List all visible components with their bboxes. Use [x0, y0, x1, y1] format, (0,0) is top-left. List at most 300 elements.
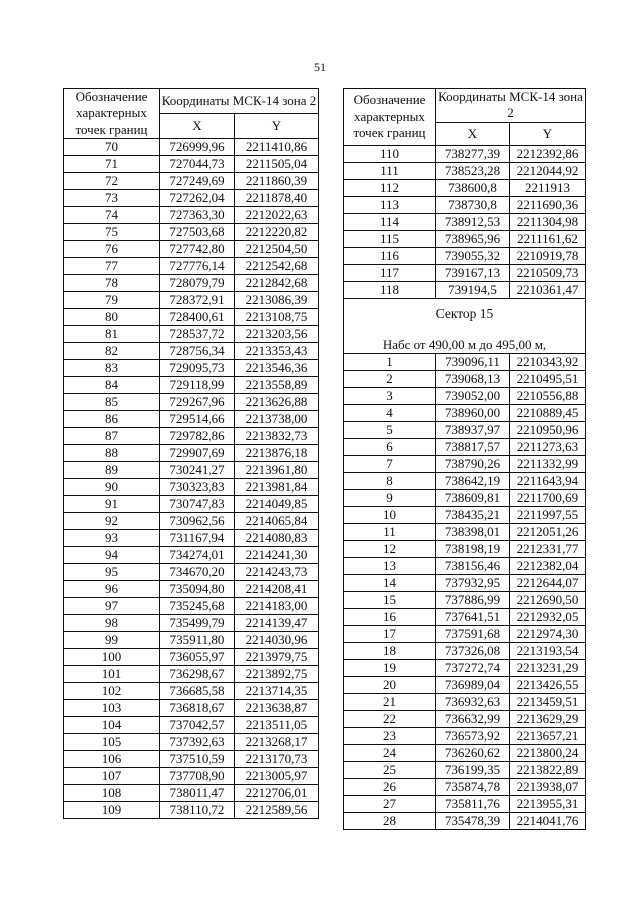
sector-heading — [344, 298, 586, 353]
x-coordinate: 727044,73 — [160, 155, 235, 172]
point-number: 13 — [344, 557, 436, 574]
point-number: 107 — [64, 767, 160, 784]
y-coordinate: 2211997,55 — [510, 506, 586, 523]
y-coordinate: 2211505,04 — [235, 155, 319, 172]
table-row — [344, 778, 586, 795]
x-coordinate: 737591,68 — [436, 625, 510, 642]
table-row — [64, 699, 319, 716]
y-column-header: Y — [235, 113, 319, 138]
point-number: 90 — [64, 478, 160, 495]
point-number: 10 — [344, 506, 436, 523]
table-row — [64, 240, 319, 257]
table-row — [344, 353, 586, 370]
table-row — [64, 172, 319, 189]
table-row — [64, 529, 319, 546]
y-coordinate: 2212644,07 — [510, 574, 586, 591]
x-coordinate: 738435,21 — [436, 506, 510, 523]
table-row — [344, 421, 586, 438]
y-coordinate: 2210495,51 — [510, 370, 586, 387]
table-row — [64, 563, 319, 580]
x-coordinate: 736818,67 — [160, 699, 235, 716]
point-number: 93 — [64, 529, 160, 546]
y-coordinate: 2212051,26 — [510, 523, 586, 540]
table-row — [344, 693, 586, 710]
x-coordinate: 739055,32 — [436, 247, 510, 264]
point-number: 117 — [344, 264, 436, 281]
x-coordinate: 736298,67 — [160, 665, 235, 682]
point-number: 70 — [64, 138, 160, 155]
x-coordinate: 739096,11 — [436, 353, 510, 370]
x-coordinate: 734670,20 — [160, 563, 235, 580]
x-coordinate: 738817,57 — [436, 438, 510, 455]
table-row — [64, 648, 319, 665]
y-coordinate: 2213961,80 — [235, 461, 319, 478]
y-coordinate: 2213892,75 — [235, 665, 319, 682]
table-row — [64, 665, 319, 682]
point-number: 71 — [64, 155, 160, 172]
y-coordinate: 2212932,05 — [510, 608, 586, 625]
y-coordinate: 2213800,24 — [510, 744, 586, 761]
table-row — [64, 682, 319, 699]
table-row — [64, 733, 319, 750]
coordinates-header: Координаты МСК-14 зона 2 — [160, 89, 319, 114]
x-coordinate: 738609,81 — [436, 489, 510, 506]
y-coordinate: 2213546,36 — [235, 359, 319, 376]
x-coordinate: 735874,78 — [436, 778, 510, 795]
point-number: 1 — [344, 353, 436, 370]
point-number: 84 — [64, 376, 160, 393]
point-number: 105 — [64, 733, 160, 750]
point-number: 114 — [344, 213, 436, 230]
y-coordinate: 2213193,54 — [510, 642, 586, 659]
y-coordinate: 2211860,39 — [235, 172, 319, 189]
point-number: 80 — [64, 308, 160, 325]
y-coordinate: 2210950,96 — [510, 421, 586, 438]
table-row — [64, 189, 319, 206]
table-row — [344, 281, 586, 298]
point-number: 21 — [344, 693, 436, 710]
y-coordinate: 2211332,99 — [510, 455, 586, 472]
sector-title: Сектор 15 — [344, 298, 586, 329]
x-coordinate: 736989,04 — [436, 676, 510, 693]
point-number: 115 — [344, 230, 436, 247]
table-row — [64, 461, 319, 478]
x-coordinate: 736632,99 — [436, 710, 510, 727]
point-number: 27 — [344, 795, 436, 812]
point-number: 2 — [344, 370, 436, 387]
point-number: 92 — [64, 512, 160, 529]
point-number: 78 — [64, 274, 160, 291]
point-number: 24 — [344, 744, 436, 761]
x-coordinate: 730747,83 — [160, 495, 235, 512]
y-coordinate: 2210889,45 — [510, 404, 586, 421]
y-coordinate: 2214049,85 — [235, 495, 319, 512]
x-coordinate: 738156,46 — [436, 557, 510, 574]
x-coordinate: 730241,27 — [160, 461, 235, 478]
table-row — [344, 795, 586, 812]
y-coordinate: 2212382,04 — [510, 557, 586, 574]
point-number: 108 — [64, 784, 160, 801]
x-coordinate: 738198,19 — [436, 540, 510, 557]
x-coordinate: 734274,01 — [160, 546, 235, 563]
x-coordinate: 739194,5 — [436, 281, 510, 298]
point-number: 18 — [344, 642, 436, 659]
table-row — [344, 676, 586, 693]
table-row — [344, 727, 586, 744]
point-number: 15 — [344, 591, 436, 608]
point-number: 20 — [344, 676, 436, 693]
table-row — [344, 506, 586, 523]
x-coordinate: 736055,97 — [160, 648, 235, 665]
table-row — [344, 591, 586, 608]
point-number: 28 — [344, 812, 436, 829]
y-coordinate: 2213832,73 — [235, 427, 319, 444]
point-number: 6 — [344, 438, 436, 455]
y-coordinate: 2213629,29 — [510, 710, 586, 727]
table-row — [64, 784, 319, 801]
y-coordinate: 2213086,39 — [235, 291, 319, 308]
point-number: 91 — [64, 495, 160, 512]
x-coordinate: 736260,62 — [436, 744, 510, 761]
y-coordinate: 2213231,29 — [510, 659, 586, 676]
table-row — [64, 138, 319, 155]
y-coordinate: 2213170,73 — [235, 750, 319, 767]
table-row — [64, 767, 319, 784]
y-coordinate: 2212022,63 — [235, 206, 319, 223]
table-row — [64, 206, 319, 223]
x-coordinate: 737641,51 — [436, 608, 510, 625]
point-number: 5 — [344, 421, 436, 438]
table-row — [344, 761, 586, 778]
x-coordinate: 735094,80 — [160, 580, 235, 597]
table-row — [64, 359, 319, 376]
point-number: 113 — [344, 196, 436, 213]
table-row — [64, 155, 319, 172]
table-row — [64, 495, 319, 512]
y-coordinate: 2212504,50 — [235, 240, 319, 257]
y-coordinate: 2211878,40 — [235, 189, 319, 206]
table-row — [64, 546, 319, 563]
table-row — [64, 257, 319, 274]
table-row — [344, 230, 586, 247]
x-coordinate: 728079,79 — [160, 274, 235, 291]
y-coordinate: 2213108,75 — [235, 308, 319, 325]
y-coordinate: 2212690,50 — [510, 591, 586, 608]
point-designation-header: Обозначение характерных точек границ — [344, 89, 436, 146]
table-row — [344, 438, 586, 455]
point-number: 109 — [64, 801, 160, 818]
x-coordinate: 738110,72 — [160, 801, 235, 818]
point-number: 88 — [64, 444, 160, 461]
right-table-body-top — [344, 145, 586, 298]
x-coordinate: 738937,97 — [436, 421, 510, 438]
y-coordinate: 2213268,17 — [235, 733, 319, 750]
point-number: 14 — [344, 574, 436, 591]
x-coordinate: 737510,59 — [160, 750, 235, 767]
y-coordinate: 2211304,98 — [510, 213, 586, 230]
point-number: 76 — [64, 240, 160, 257]
y-coordinate: 2212842,68 — [235, 274, 319, 291]
table-row — [344, 744, 586, 761]
table-row — [64, 580, 319, 597]
y-coordinate: 2211700,69 — [510, 489, 586, 506]
x-coordinate: 738011,47 — [160, 784, 235, 801]
y-coordinate: 2214241,30 — [235, 546, 319, 563]
x-coordinate: 727363,30 — [160, 206, 235, 223]
x-coordinate: 729118,99 — [160, 376, 235, 393]
point-number: 16 — [344, 608, 436, 625]
x-coordinate: 737392,63 — [160, 733, 235, 750]
y-coordinate: 2211690,36 — [510, 196, 586, 213]
point-number: 77 — [64, 257, 160, 274]
right-table-body-bottom — [344, 353, 586, 829]
y-coordinate: 2210361,47 — [510, 281, 586, 298]
y-coordinate: 2210509,73 — [510, 264, 586, 281]
point-number: 106 — [64, 750, 160, 767]
y-coordinate: 2213979,75 — [235, 648, 319, 665]
point-number: 101 — [64, 665, 160, 682]
x-coordinate: 727742,80 — [160, 240, 235, 257]
point-number: 26 — [344, 778, 436, 795]
x-coordinate: 737886,99 — [436, 591, 510, 608]
y-coordinate: 2213981,84 — [235, 478, 319, 495]
y-coordinate: 2212331,77 — [510, 540, 586, 557]
table-row — [344, 557, 586, 574]
point-number: 81 — [64, 325, 160, 342]
table-row — [64, 223, 319, 240]
y-coordinate: 2211913 — [510, 179, 586, 196]
table-row — [64, 410, 319, 427]
x-coordinate: 738600,8 — [436, 179, 510, 196]
x-coordinate: 728537,72 — [160, 325, 235, 342]
y-coordinate: 2212220,82 — [235, 223, 319, 240]
y-coordinate: 2211410,86 — [235, 138, 319, 155]
table-row — [344, 642, 586, 659]
table-row — [64, 597, 319, 614]
table-row — [344, 387, 586, 404]
point-number: 83 — [64, 359, 160, 376]
point-number: 103 — [64, 699, 160, 716]
x-coordinate: 737272,74 — [436, 659, 510, 676]
y-coordinate: 2212589,56 — [235, 801, 319, 818]
y-coordinate: 2210343,92 — [510, 353, 586, 370]
y-coordinate: 2213005,97 — [235, 767, 319, 784]
table-row — [344, 625, 586, 642]
y-coordinate: 2214041,76 — [510, 812, 586, 829]
x-coordinate: 738642,19 — [436, 472, 510, 489]
point-number: 12 — [344, 540, 436, 557]
y-coordinate: 2214139,47 — [235, 614, 319, 631]
table-row — [64, 376, 319, 393]
x-coordinate: 739052,00 — [436, 387, 510, 404]
point-number: 116 — [344, 247, 436, 264]
y-coordinate: 2213657,21 — [510, 727, 586, 744]
y-coordinate: 2214183,00 — [235, 597, 319, 614]
table-row — [64, 801, 319, 818]
point-number: 75 — [64, 223, 160, 240]
y-coordinate: 2210919,78 — [510, 247, 586, 264]
table-row — [64, 291, 319, 308]
x-coordinate: 738912,53 — [436, 213, 510, 230]
point-number: 102 — [64, 682, 160, 699]
x-coordinate: 735245,68 — [160, 597, 235, 614]
table-row — [344, 710, 586, 727]
table-row — [64, 512, 319, 529]
table-row — [64, 427, 319, 444]
y-coordinate: 2213459,51 — [510, 693, 586, 710]
x-coordinate: 727776,14 — [160, 257, 235, 274]
x-coordinate: 729907,69 — [160, 444, 235, 461]
y-column-header: Y — [510, 122, 586, 145]
coordinates-table-left — [63, 88, 319, 819]
point-number: 94 — [64, 546, 160, 563]
y-coordinate: 2214208,41 — [235, 580, 319, 597]
x-coordinate: 738523,28 — [436, 162, 510, 179]
coordinates-table-right — [343, 88, 586, 830]
x-coordinate: 738277,39 — [436, 145, 510, 162]
y-coordinate: 2213203,56 — [235, 325, 319, 342]
y-coordinate: 2214080,83 — [235, 529, 319, 546]
point-number: 72 — [64, 172, 160, 189]
x-coordinate: 729782,86 — [160, 427, 235, 444]
table-row — [344, 489, 586, 506]
table-row — [344, 812, 586, 829]
x-coordinate: 731167,94 — [160, 529, 235, 546]
x-coordinate: 729514,66 — [160, 410, 235, 427]
x-coordinate: 737326,08 — [436, 642, 510, 659]
x-coordinate: 729095,73 — [160, 359, 235, 376]
x-coordinate: 727262,04 — [160, 189, 235, 206]
table-row — [64, 478, 319, 495]
table-row — [344, 162, 586, 179]
point-number: 82 — [64, 342, 160, 359]
x-column-header: X — [160, 113, 235, 138]
x-coordinate: 736685,58 — [160, 682, 235, 699]
table-row — [344, 145, 586, 162]
table-row — [64, 614, 319, 631]
point-number: 96 — [64, 580, 160, 597]
point-number: 97 — [64, 597, 160, 614]
point-number: 86 — [64, 410, 160, 427]
table-row — [64, 308, 319, 325]
y-coordinate: 2210556,88 — [510, 387, 586, 404]
y-coordinate: 2211643,94 — [510, 472, 586, 489]
point-number: 111 — [344, 162, 436, 179]
x-coordinate: 738790,26 — [436, 455, 510, 472]
point-number: 7 — [344, 455, 436, 472]
y-coordinate: 2213353,43 — [235, 342, 319, 359]
x-coordinate: 738398,01 — [436, 523, 510, 540]
y-coordinate: 2213626,88 — [235, 393, 319, 410]
table-row — [344, 247, 586, 264]
point-designation-header: Обозначение характерных точек границ — [64, 89, 160, 139]
table-row — [344, 213, 586, 230]
y-coordinate: 2213938,07 — [510, 778, 586, 795]
y-coordinate: 2213714,35 — [235, 682, 319, 699]
point-number: 4 — [344, 404, 436, 421]
table-row — [344, 608, 586, 625]
y-coordinate: 2211273,63 — [510, 438, 586, 455]
left-table-body — [64, 138, 319, 818]
y-coordinate: 2213511,05 — [235, 716, 319, 733]
table-row — [344, 404, 586, 421]
x-coordinate: 737042,57 — [160, 716, 235, 733]
x-coordinate: 727503,68 — [160, 223, 235, 240]
x-coordinate: 730962,56 — [160, 512, 235, 529]
x-column-header: X — [436, 122, 510, 145]
x-coordinate: 736932,63 — [436, 693, 510, 710]
x-coordinate: 738730,8 — [436, 196, 510, 213]
point-number: 73 — [64, 189, 160, 206]
x-coordinate: 728756,34 — [160, 342, 235, 359]
y-coordinate: 2212542,68 — [235, 257, 319, 274]
x-coordinate: 735499,79 — [160, 614, 235, 631]
table-row — [64, 274, 319, 291]
x-coordinate: 735478,39 — [436, 812, 510, 829]
point-number: 95 — [64, 563, 160, 580]
point-number: 11 — [344, 523, 436, 540]
table-row — [344, 196, 586, 213]
point-number: 110 — [344, 145, 436, 162]
point-number: 79 — [64, 291, 160, 308]
x-coordinate: 736199,35 — [436, 761, 510, 778]
y-coordinate: 2213638,87 — [235, 699, 319, 716]
point-number: 112 — [344, 179, 436, 196]
point-number: 98 — [64, 614, 160, 631]
y-coordinate: 2212974,30 — [510, 625, 586, 642]
point-number: 74 — [64, 206, 160, 223]
table-row — [344, 540, 586, 557]
x-coordinate: 737708,90 — [160, 767, 235, 784]
table-row — [344, 659, 586, 676]
point-number: 19 — [344, 659, 436, 676]
y-coordinate: 2212392,86 — [510, 145, 586, 162]
point-number: 89 — [64, 461, 160, 478]
table-row — [64, 716, 319, 733]
x-coordinate: 728372,91 — [160, 291, 235, 308]
x-coordinate: 736573,92 — [436, 727, 510, 744]
table-row — [344, 179, 586, 196]
table-row — [64, 444, 319, 461]
y-coordinate: 2214065,84 — [235, 512, 319, 529]
table-row — [344, 523, 586, 540]
x-coordinate: 726999,96 — [160, 138, 235, 155]
y-coordinate: 2213955,31 — [510, 795, 586, 812]
table-row — [64, 631, 319, 648]
x-coordinate: 728400,61 — [160, 308, 235, 325]
point-number: 100 — [64, 648, 160, 665]
y-coordinate: 2213876,18 — [235, 444, 319, 461]
coordinates-header: Координаты МСК-14 зона 2 — [436, 89, 586, 123]
table-row — [64, 325, 319, 342]
x-coordinate: 735911,80 — [160, 631, 235, 648]
x-coordinate: 735811,76 — [436, 795, 510, 812]
x-coordinate: 739068,13 — [436, 370, 510, 387]
table-row — [344, 472, 586, 489]
point-number: 23 — [344, 727, 436, 744]
table-row — [344, 455, 586, 472]
y-coordinate: 2211161,62 — [510, 230, 586, 247]
x-coordinate: 737932,95 — [436, 574, 510, 591]
point-number: 9 — [344, 489, 436, 506]
point-number: 25 — [344, 761, 436, 778]
point-number: 22 — [344, 710, 436, 727]
point-number: 8 — [344, 472, 436, 489]
y-coordinate: 2212044,92 — [510, 162, 586, 179]
table-row — [344, 370, 586, 387]
y-coordinate: 2213738,00 — [235, 410, 319, 427]
point-number: 118 — [344, 281, 436, 298]
